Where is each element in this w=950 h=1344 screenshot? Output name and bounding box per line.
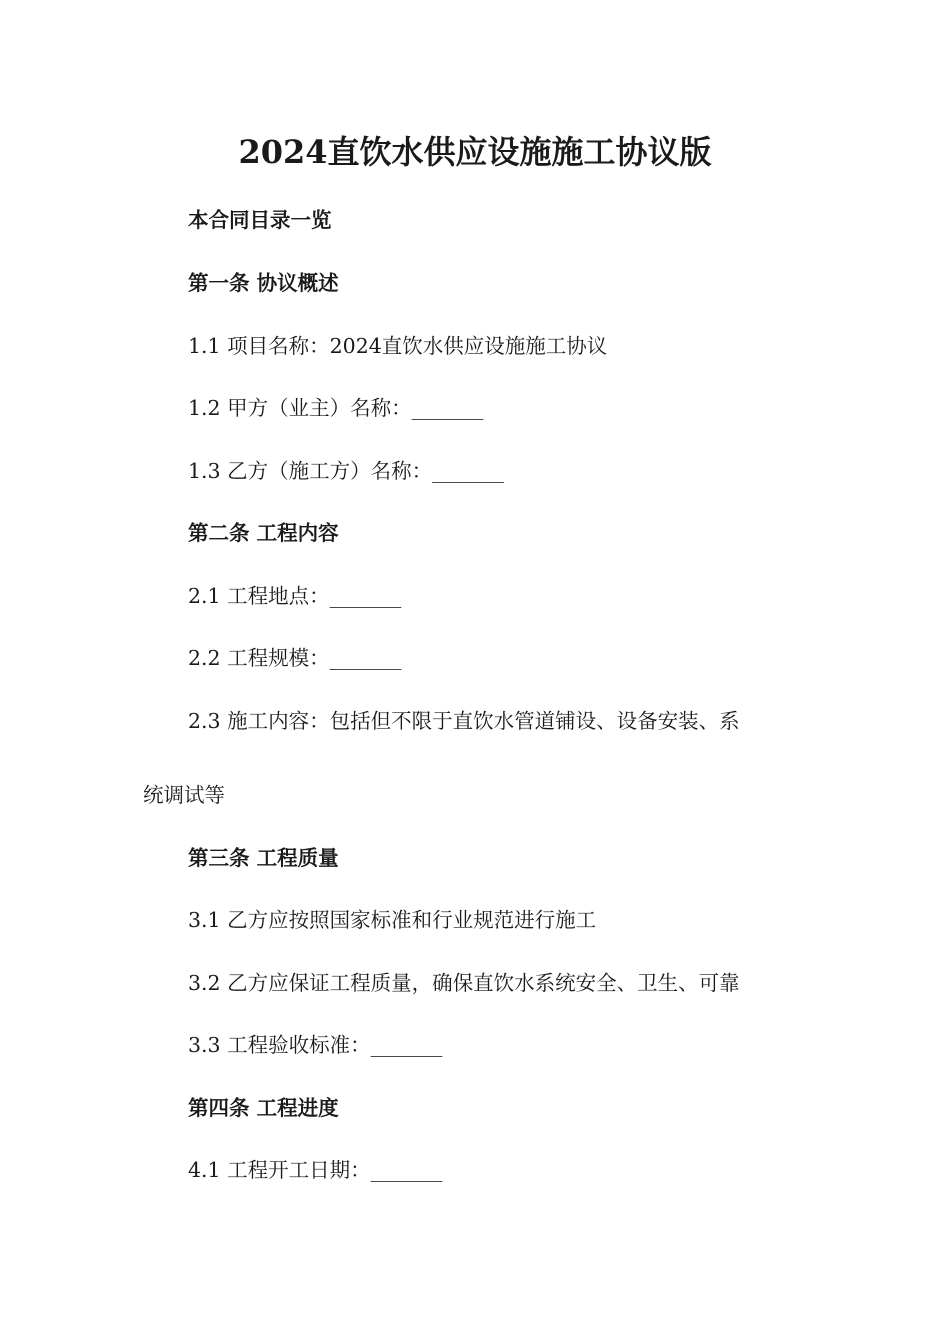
article-1-heading: 第一条 协议概述 [188,271,339,295]
clause-2-2: 2.2 工程规模：_______ [188,646,402,670]
clause-3-1: 3.1 乙方应按照国家标准和行业规范进行施工 [188,908,597,932]
clause-2-3: 2.3 施工内容：包括但不限于直饮水管道铺设、设备安装、系 [188,709,740,733]
article-3-heading: 第三条 工程质量 [188,846,339,870]
article-2-heading: 第二条 工程内容 [188,521,339,545]
clause-3-3: 3.3 工程验收标准：_______ [188,1033,443,1057]
clause-1-2: 1.2 甲方（业主）名称：_______ [188,396,484,420]
clause-1-3: 1.3 乙方（施工方）名称：_______ [188,459,504,483]
article-4-heading: 第四条 工程进度 [188,1096,339,1120]
clause-4-1: 4.1 工程开工日期：_______ [188,1158,443,1182]
clause-2-3-continuation: 统调试等 [143,783,225,807]
clause-1-1: 1.1 项目名称：2024直饮水供应设施施工协议 [188,334,608,358]
clause-2-1: 2.1 工程地点：_______ [188,584,402,608]
document-title: 2024直饮水供应设施施工协议版 [238,133,712,171]
clause-3-2: 3.2 乙方应保证工程质量，确保直饮水系统安全、卫生、可靠 [188,971,740,995]
toc-heading: 本合同目录一览 [188,208,332,232]
